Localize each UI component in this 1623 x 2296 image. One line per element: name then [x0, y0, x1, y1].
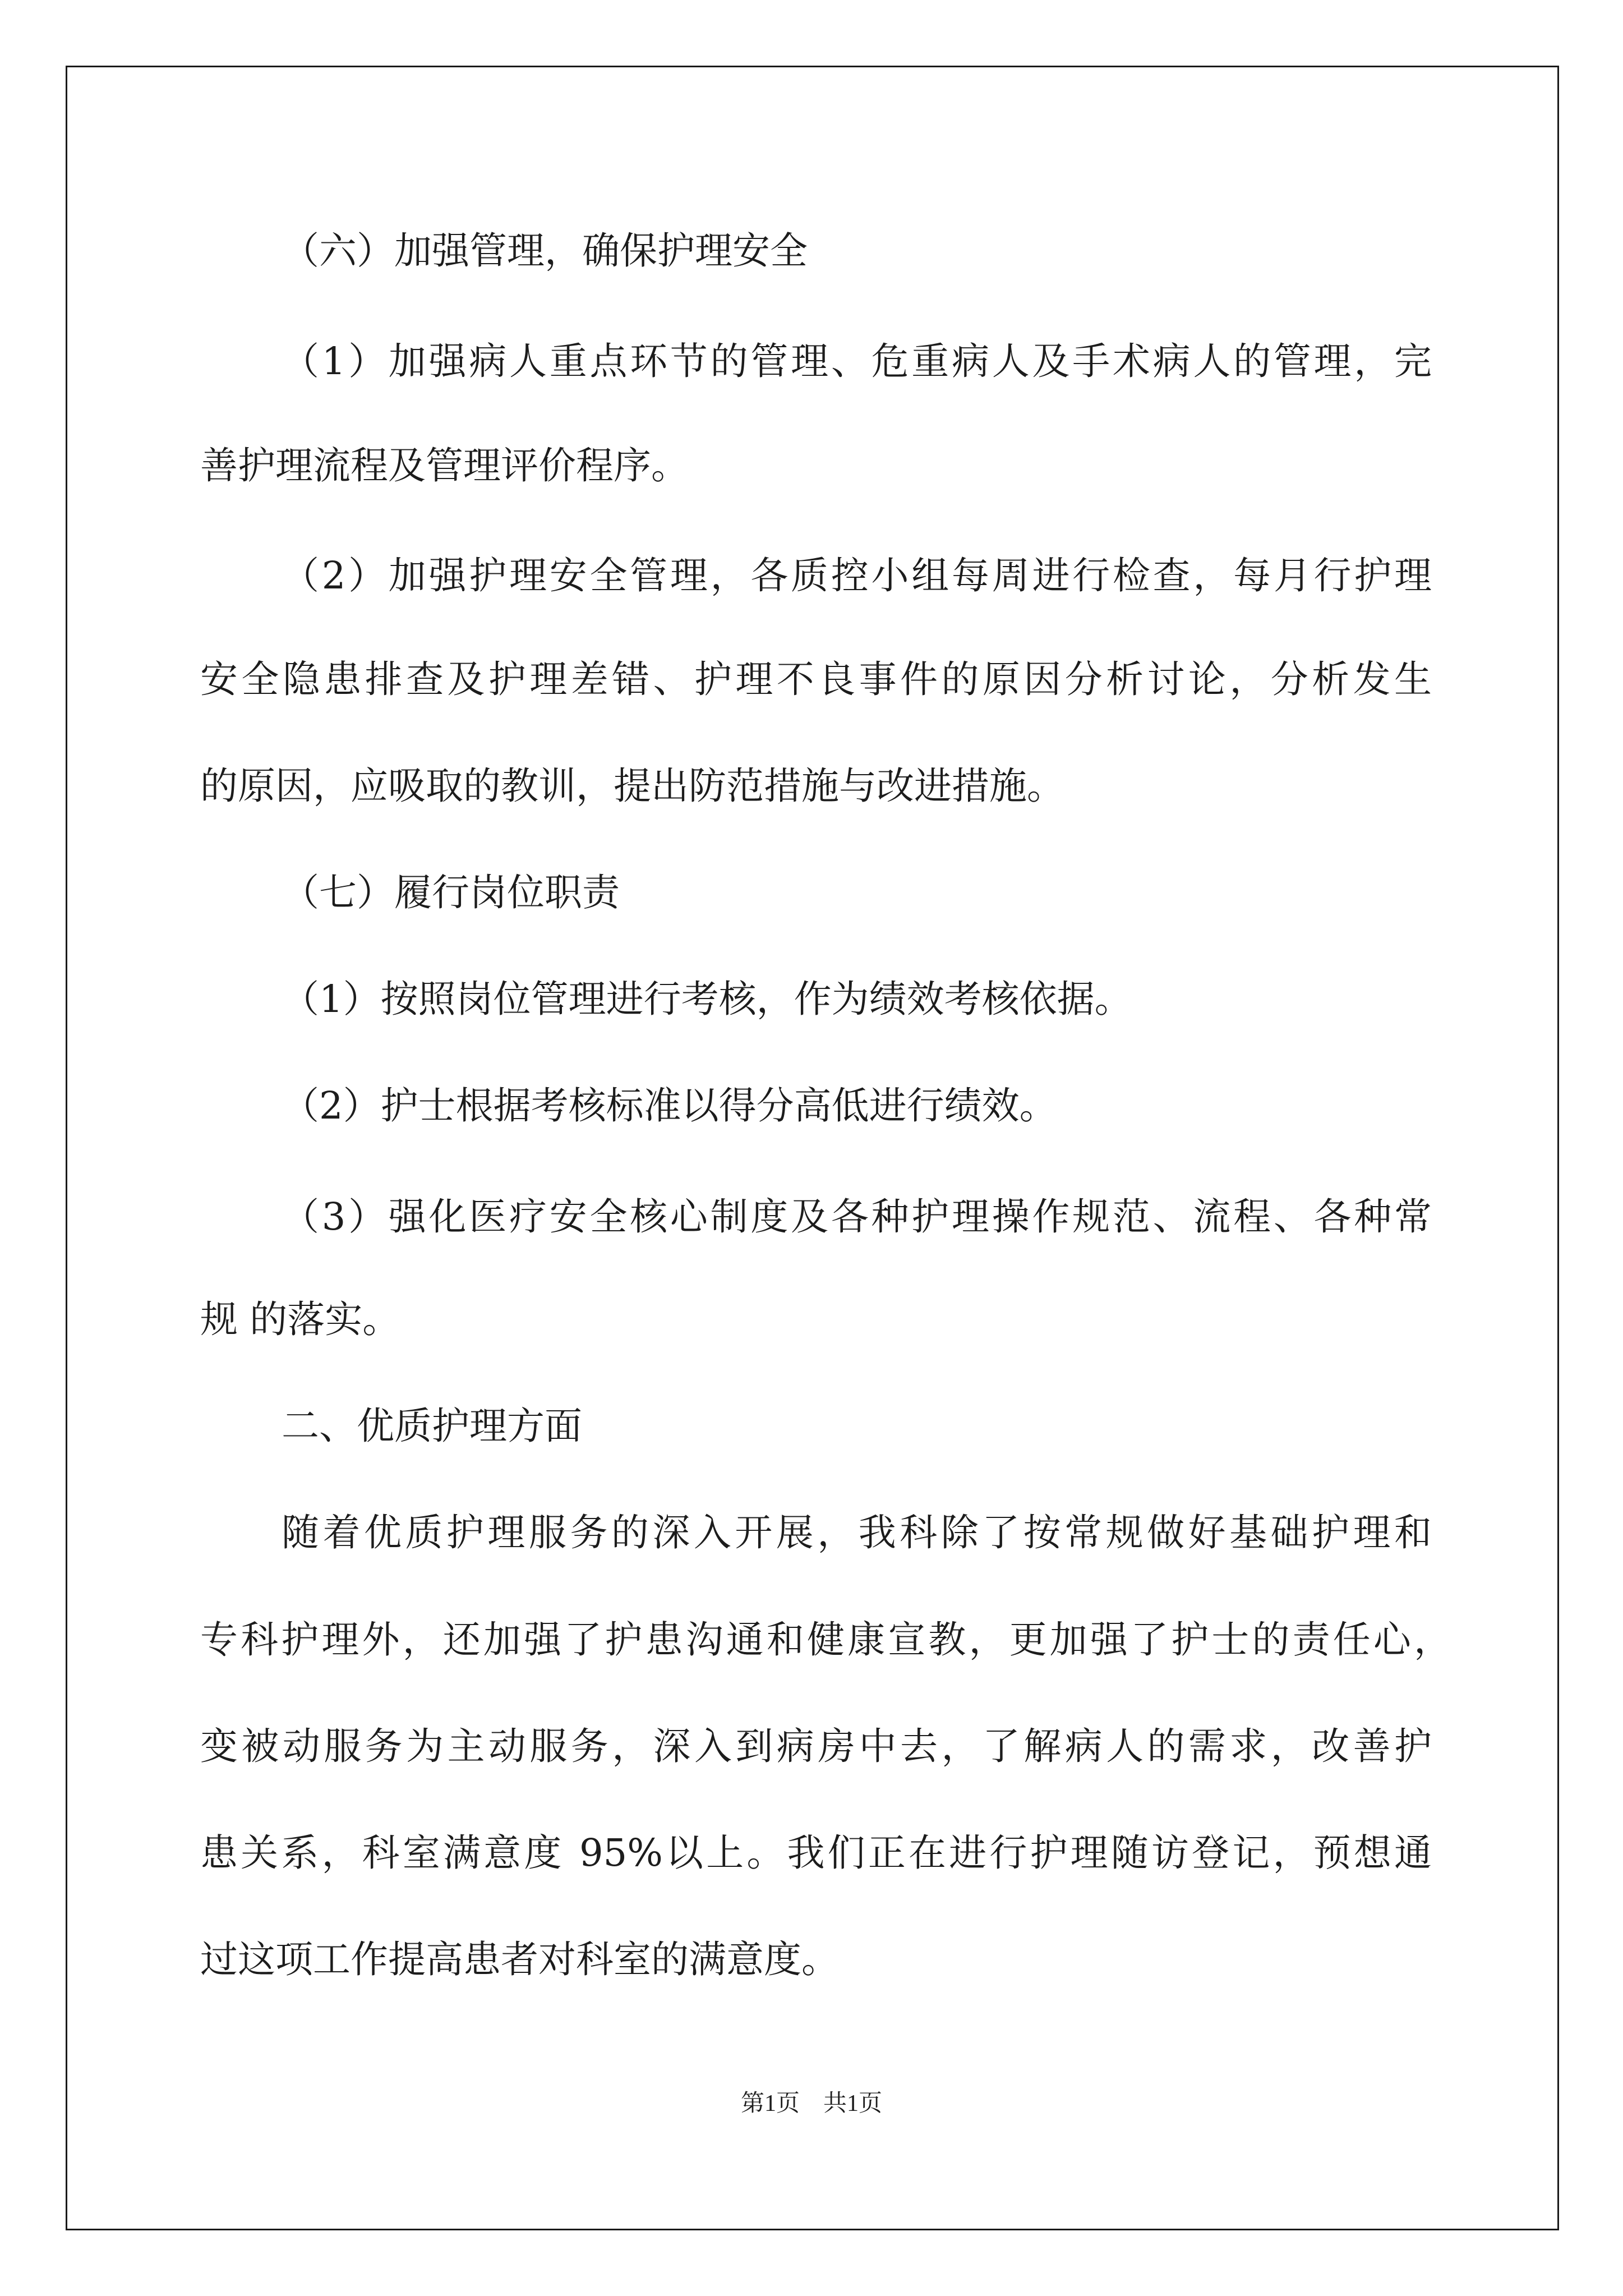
- paragraph-line: 安全隐患排查及护理差错、护理不良事件的原因分析讨论，分析发生: [200, 657, 1432, 701]
- section-heading-7: （七）履行岗位职责: [282, 871, 620, 914]
- paragraph-line: （2）护士根据考核标准以得分高低进行绩效。: [282, 1084, 1057, 1128]
- paragraph-line: 变被动服务为主动服务，深入到病房中去，了解病人的需求，改善护: [200, 1724, 1432, 1768]
- paragraph-line: （2）加强护理安全管理，各质控小组每周进行检查，每月行护理: [282, 554, 1432, 597]
- paragraph-line: 专科护理外，还加强了护患沟通和健康宣教，更加强了护士的责任心，: [200, 1618, 1451, 1662]
- paragraph-line: 的原因，应吸取的教训，提出防范措施与改进措施。: [200, 764, 1064, 808]
- paragraph-line: 过这项工作提高患者对科室的满意度。: [200, 1938, 839, 1981]
- paragraph-line: （1）按照岗位管理进行考核，作为绩效考核依据。: [282, 977, 1132, 1021]
- paragraph-line: 随着优质护理服务的深入开展，我科除了按常规做好基础护理和: [282, 1511, 1432, 1554]
- paragraph-line: （3）强化医疗安全核心制度及各种护理操作规范、流程、各种常: [282, 1195, 1432, 1239]
- section-heading-2: 二、优质护理方面: [282, 1404, 582, 1448]
- paragraph-line: 善护理流程及管理评价程序。: [200, 444, 689, 487]
- page-number: 第1页 共1页: [740, 2091, 882, 2116]
- paragraph-line: 规 的落实。: [200, 1297, 400, 1341]
- paragraph-line: （1）加强病人重点环节的管理、危重病人及手术病人的管理，完: [282, 339, 1432, 383]
- page-border: [66, 66, 1559, 2230]
- section-heading-6: （六）加强管理，确保护理安全: [282, 229, 808, 273]
- paragraph-line: 患关系，科室满意度 95%以上。我们正在进行护理随访登记，预想通: [200, 1831, 1432, 1875]
